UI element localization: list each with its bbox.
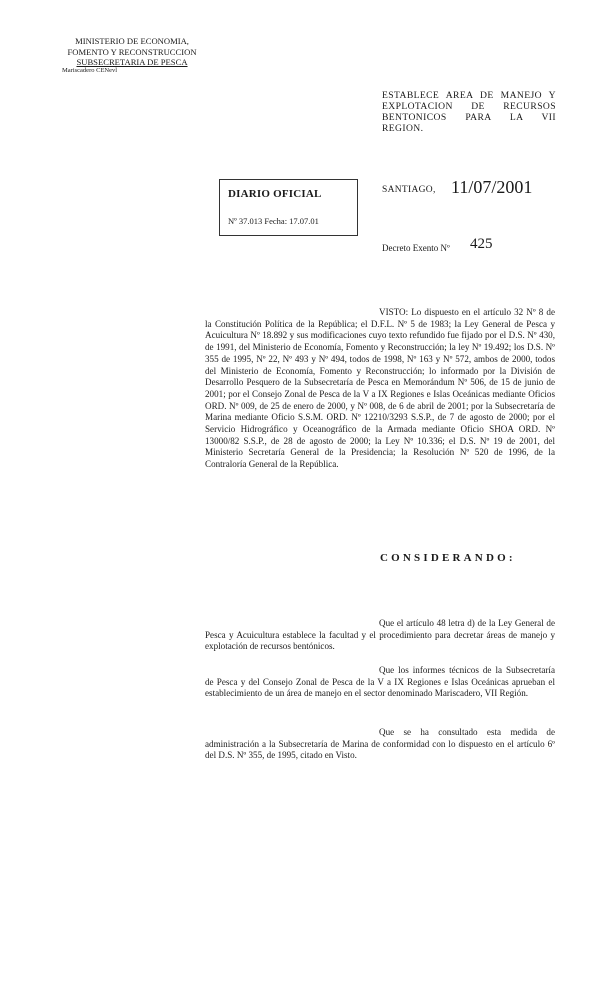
stamp-title: DIARIO OFICIAL <box>228 188 322 200</box>
considerando-paragraph: Que los informes técnicos de la Subsecretaría de Pesca y del Consejo Zonal de Pesca de la V a IX Regiones e Islas Oceánicas aprueban el establecimiento de un área de manejo en el sector denominado Mariscadero, VII Región. <box>205 665 555 699</box>
stamp-number-date: Nº 37.013 Fecha: 17.07.01 <box>228 216 319 226</box>
letterhead-ministry-cont: FOMENTO Y RECONSTRUCCION <box>67 46 197 57</box>
place-label: SANTIAGO, <box>382 185 436 195</box>
considerando-paragraph: Que el artículo 48 letra d) de la Ley General de Pesca y Acuicultura establece la facultad y el procedimiento para decretar áreas de manejo y explotación de recursos bentónicos. <box>205 618 555 652</box>
decree-date: 11/07/2001 <box>451 177 533 197</box>
subject-line: ESTABLECE AREA DE MANEJO Y <box>382 90 556 101</box>
visto-paragraph: VISTO: Lo dispuesto en el artículo 32 Nº 8 de la Constitución Política de la República; el D.F.L. Nº 5 de 1983; la Ley General de Pesca y Acuicultura Nº 18.892 y sus modificaciones cuyo texto refundido fue fijado por el D.S. Nº 430, de 1991, del Ministerio de Economía, Fomento y Reconstrucción; la ley Nº 19.492; los D.S. Nº 355 de 1995, Nº 22, Nº 493 y Nº 494, todos de 1998, Nº 163 y Nº 572, ambos de 2000, todos del Ministerio de Economía, Fomento y Reconstrucción; lo informado por la División de Desarrollo Pesquero de la Subsecretaría de Pesca en Memorándum Nº 506, de 15 de junio de 2001; por el Consejo Zonal de Pesca de la V a IX Regiones e Islas Oceánicas mediante Oficios ORD. Nº 009, de 25 de enero de 2000, y Nº 008, de 6 de abril de 2001; por la Subsecretaría de Marina mediante Oficio S.S.M. ORD. Nº 12210/3293 S.S.P., de 7 de agosto de 2000; por el Servicio Hidrográfico y Oceanográfico de la Armada mediante Oficio SHOA ORD. Nº 13000/82 S.S.P., de 28 de agosto de 2000; la Ley Nº 10.336; el D.S. Nº 19 de 2001, del Ministerio Secretaría General de la Presidencia; la Resolución Nº 520 de 1996, de la Contraloría General de la República. <box>205 307 555 470</box>
letterhead-subsecretaria: SUBSECRETARIA DE PESCA <box>76 57 188 67</box>
letterhead-ministry: MINISTERIO DE ECONOMIA, <box>75 36 189 46</box>
decree-number: 425 <box>470 236 493 252</box>
subject-line: BENTONICOS PARA LA VII <box>382 112 556 123</box>
considerando-heading: CONSIDERANDO: <box>380 552 516 564</box>
reference-initials: Mariscadero CENevl <box>62 67 118 74</box>
decree-label: Decreto Exento Nº <box>382 243 450 253</box>
letterhead <box>62 36 202 68</box>
decree-subject <box>382 90 556 134</box>
subject-line: EXPLOTACION DE RECURSOS <box>382 101 556 112</box>
considerando-paragraph: Que se ha consultado esta medida de administración a la Subsecretaría de Marina de conformidad con lo dispuesto en el artículo 6º del D.S. Nº 355, de 1995, citado en Visto. <box>205 727 555 761</box>
subject-line: REGION. <box>382 123 424 134</box>
